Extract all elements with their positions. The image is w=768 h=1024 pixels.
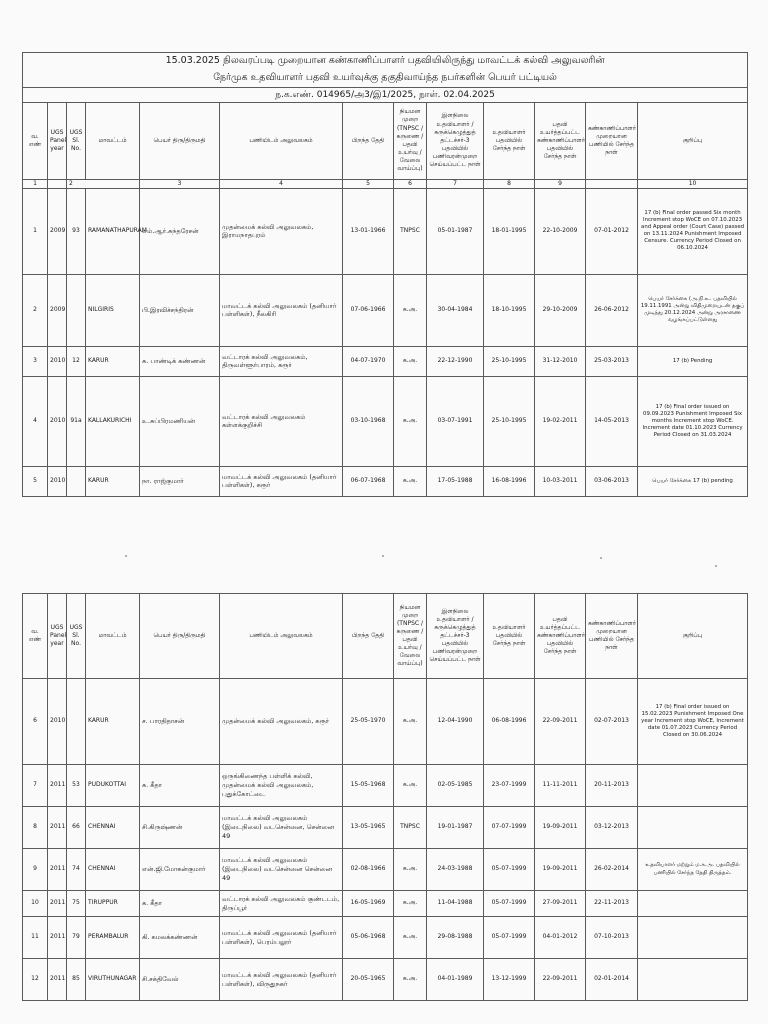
column-number: 8 [484, 179, 535, 188]
cell-recruitment-mode: க.அ. [394, 891, 427, 917]
cell-superintendent-date: 11-11-2011 [535, 765, 586, 807]
cell-district: CHENNAI [86, 849, 140, 891]
cell-regular-superintendent: 03-06-2013 [586, 466, 638, 496]
column-number: 1 [23, 179, 48, 188]
cell-assistant-date: 18-01-1995 [484, 188, 535, 274]
column-number: 4 [220, 179, 343, 188]
cell-name: க. கீதா [140, 891, 220, 917]
table-row [23, 891, 748, 917]
cell-name: சி.கிருஷ்ணன் [140, 807, 220, 849]
cell-sno: 10 [23, 891, 48, 917]
header-regular-superintendent: கண்காணிப்பாளர் முறையான பணியில் சேர்ந்த நாள் [586, 102, 638, 179]
cell-first-appointment: 02-05-1985 [427, 765, 484, 807]
header-superintendent-date: பதவி உயர்த்தப்பட்ட கண்காணிப்பாளர் பதவியில் சேர்ந்த நாள் [535, 102, 586, 179]
cell-sno: 9 [23, 849, 48, 891]
cell-assistant-date: 13-12-1999 [484, 959, 535, 1001]
cell-recruitment-mode: TNPSC [394, 188, 427, 274]
cell-recruitment-mode: க.அ. [394, 849, 427, 891]
cell-regular-superintendent: 26-02-2014 [586, 849, 638, 891]
cell-sno: 5 [23, 466, 48, 496]
table-row [23, 274, 748, 346]
table-header-row [23, 102, 748, 179]
cell-regular-superintendent: 07-10-2013 [586, 917, 638, 959]
cell-remarks: 17 (b) Final order issued on 09.09.2023 Punishment Imposed Six months Increment stop WoCE. Increment date 01.10.2023 Currency Period Closed on 31.03.2024 [638, 376, 748, 466]
cell-dob: 03-10-1968 [343, 376, 394, 466]
cell-remarks: உதவியாளர் மற்றும் ம.க.அ. பதவியில் பணியில் சேர்ந்த தேதி திருத்தம். [638, 849, 748, 891]
cell-dob: 07-06-1966 [343, 274, 394, 346]
table-row [23, 959, 748, 1001]
header-superintendent-date: பதவி உயர்த்தப்பட்ட கண்காணிப்பாளர் பதவியில் சேர்ந்த நாள் [535, 594, 586, 679]
cell-sno: 4 [23, 376, 48, 466]
cell-ugs-sno: 74 [67, 849, 86, 891]
cell-sno: 6 [23, 679, 48, 765]
cell-dob: 13-01-1966 [343, 188, 394, 274]
cell-district: KARUR [86, 346, 140, 376]
cell-regular-superintendent: 26-06-2012 [586, 274, 638, 346]
cell-district: CHENNAI [86, 807, 140, 849]
column-number: 6 [394, 179, 427, 188]
cell-superintendent-date: 19-09-2011 [535, 807, 586, 849]
cell-panel-year: 2011 [48, 959, 67, 1001]
cell-panel-year: 2009 [48, 274, 67, 346]
column-number: 3 [140, 179, 220, 188]
cell-remarks: 17 (b) Final order passed Six month Increment stop WoCE on 07.10.2023 and Appeal order (Court Case) passed on 13.11.2024 Punishment Imposed Censure. Currency Period Closed on 06.10.2024 [638, 188, 748, 274]
header-dob: பிறந்த தேதி [343, 594, 394, 679]
cell-first-appointment: 05-01-1987 [427, 188, 484, 274]
cell-sno: 8 [23, 807, 48, 849]
cell-name: க. கீதா [140, 765, 220, 807]
table-row [23, 917, 748, 959]
cell-ugs-sno: 53 [67, 765, 86, 807]
cell-recruitment-mode: க.அ. [394, 917, 427, 959]
cell-panel-year: 2010 [48, 376, 67, 466]
header-name: பெயர் திரு/திருமதி [140, 594, 220, 679]
table-row [23, 466, 748, 496]
cell-office: மாவட்டக் கல்வி அலுவலகம் (தனியார் பள்ளிகள்), விருதுநகர் [220, 959, 343, 1001]
cell-recruitment-mode: க.அ. [394, 346, 427, 376]
header-ugs-sno: UGS Sl. No. [67, 102, 86, 179]
cell-assistant-date: 07-07-1999 [484, 807, 535, 849]
header-name: பெயர் திரு/திருமதி [140, 102, 220, 179]
cell-recruitment-mode: க.அ. [394, 765, 427, 807]
header-ugs-sno: UGS Sl. No. [67, 594, 86, 679]
cell-dob: 15-05-1968 [343, 765, 394, 807]
cell-remarks: பெயர் சேர்க்கை 17 (b) pending [638, 466, 748, 496]
cell-superintendent-date: 04-01-2012 [535, 917, 586, 959]
cell-panel-year: 2010 [48, 466, 67, 496]
cell-sno: 1 [23, 188, 48, 274]
cell-remarks [638, 917, 748, 959]
cell-ugs-sno [67, 679, 86, 765]
cell-assistant-date: 18-10-1995 [484, 274, 535, 346]
cell-ugs-sno [67, 466, 86, 496]
header-first-appointment: இளநிலை உதவியாளர் / சுருக்கெழுத்துத் தட்டச்சர்-3 பதவியில் பணிவரன்முறை செய்யப்பட்ட நாள் [427, 594, 484, 679]
column-number [48, 179, 67, 188]
table-row [23, 849, 748, 891]
cell-assistant-date: 05-07-1999 [484, 849, 535, 891]
cell-district: RAMANATHAPURAM [86, 188, 140, 274]
header-panel-year: UGS Panel year [48, 102, 67, 179]
cell-first-appointment: 22-12-1990 [427, 346, 484, 376]
column-number: 5 [343, 179, 394, 188]
doc-title-line2: நேர்முக உதவியாளர் பதவி உயர்வுக்கு தகுதிவாய்ந்த நபர்களின் பெயர் பட்டியல் [23, 70, 748, 87]
cell-name: சி.சக்திவேல் [140, 959, 220, 1001]
cell-panel-year: 2010 [48, 679, 67, 765]
cell-panel-year: 2011 [48, 807, 67, 849]
cell-superintendent-date: 19-09-2011 [535, 849, 586, 891]
cell-remarks: 17 (b) Final order issued on 15.02.2023 Punishment Imposed One year Increment stop WoCE, Increment date 01.07.2023 Currency Period Closed on 30.06.2024 [638, 679, 748, 765]
cell-recruitment-mode: க.அ. [394, 959, 427, 1001]
cell-regular-superintendent: 20-11-2013 [586, 765, 638, 807]
cell-panel-year: 2011 [48, 765, 67, 807]
cell-assistant-date: 25-10-1995 [484, 376, 535, 466]
cell-district: PERAMBALUR [86, 917, 140, 959]
table-row [23, 679, 748, 765]
cell-office: மாவட்டக் கல்வி அலுவலகம் (தனியார் பள்ளிகள்), கரூர் [220, 466, 343, 496]
cell-ugs-sno: 75 [67, 891, 86, 917]
cell-district: KARUR [86, 679, 140, 765]
cell-ugs-sno [67, 274, 86, 346]
cell-office: வட்டாரக் கல்வி அலுவலகம், திருவள்ளூர்பாரம், கரூர் [220, 346, 343, 376]
cell-panel-year: 2010 [48, 346, 67, 376]
cell-assistant-date: 25-10-1995 [484, 346, 535, 376]
cell-assistant-date: 23-07-1999 [484, 765, 535, 807]
cell-dob: 13-05-1965 [343, 807, 394, 849]
cell-office: முதன்மைக் கல்வி அலுவலகம், கரூர் [220, 679, 343, 765]
header-sno: வ. எண் [23, 102, 48, 179]
cell-recruitment-mode: க.அ. [394, 376, 427, 466]
cell-superintendent-date: 22-09-2011 [535, 679, 586, 765]
cell-first-appointment: 29-08-1988 [427, 917, 484, 959]
cell-office: வட்டாரக் கல்வி அலுவலகம் குண்டடம், திருப்பூர் [220, 891, 343, 917]
cell-ugs-sno: 79 [67, 917, 86, 959]
header-regular-superintendent: கண்காணிப்பாளர் முறையான பணியில் சேர்ந்த நாள் [586, 594, 638, 679]
cell-district: KARUR [86, 466, 140, 496]
cell-remarks [638, 807, 748, 849]
cell-superintendent-date: 10-03-2011 [535, 466, 586, 496]
column-number [586, 179, 638, 188]
cell-ugs-sno: 12 [67, 346, 86, 376]
table-row [23, 188, 748, 274]
header-assistant-date: உதவியாளர் பதவியில் சேர்ந்த நாள் [484, 102, 535, 179]
cell-first-appointment: 12-04-1990 [427, 679, 484, 765]
cell-sno: 11 [23, 917, 48, 959]
header-district: மாவட்டம் [86, 102, 140, 179]
cell-name: உ.சுப்பிரமணியன் [140, 376, 220, 466]
cell-first-appointment: 03-07-1991 [427, 376, 484, 466]
cell-regular-superintendent: 07-01-2012 [586, 188, 638, 274]
cell-dob: 04-07-1970 [343, 346, 394, 376]
cell-superintendent-date: 29-10-2009 [535, 274, 586, 346]
header-district: மாவட்டம் [86, 594, 140, 679]
cell-remarks [638, 959, 748, 1001]
header-panel-year: UGS Panel year [48, 594, 67, 679]
table-row [23, 346, 748, 376]
column-number-row [23, 179, 748, 188]
doc-title-line1: 15.03.2025 நிலவரப்படி முறையான கண்காணிப்பாளர் பதவியிலிருந்து மாவட்டக் கல்வி அலுவலரின் [23, 53, 748, 70]
table1-body [23, 188, 748, 496]
cell-remarks: 17 (b) Pending [638, 346, 748, 376]
header-recruitment: நியமன முறை (TNPSC / கருணை / பதவி உயர்வு / வேலை வாய்ப்பு) [394, 594, 427, 679]
cell-superintendent-date: 27-09-2011 [535, 891, 586, 917]
cell-ugs-sno: 91a [67, 376, 86, 466]
cell-name: ச. பாரதிதாசன் [140, 679, 220, 765]
cell-name: நா. ராஜ்குமார் [140, 466, 220, 496]
cell-ugs-sno: 85 [67, 959, 86, 1001]
eligibility-table-page1 [22, 52, 748, 497]
cell-office: மாவட்டக் கல்வி அலுவலகம் (இடைநிலை) வடசென்னை சென்னை 49 [220, 849, 343, 891]
cell-dob: 06-07-1968 [343, 466, 394, 496]
cell-recruitment-mode: க.அ. [394, 274, 427, 346]
cell-name: என்.ஜி.மோகன்குமார் [140, 849, 220, 891]
cell-regular-superintendent: 14-05-2013 [586, 376, 638, 466]
cell-panel-year: 2011 [48, 849, 67, 891]
cell-name: சு. பாண்டிக் கண்ணன் [140, 346, 220, 376]
header-remarks: குறிப்பு [638, 594, 748, 679]
cell-superintendent-date: 31-12-2010 [535, 346, 586, 376]
column-number: 9 [535, 179, 586, 188]
cell-recruitment-mode: TNPSC [394, 807, 427, 849]
cell-assistant-date: 05-07-1999 [484, 917, 535, 959]
header-office: பணியிடம் அலுவலகம் [220, 594, 343, 679]
cell-remarks [638, 765, 748, 807]
cell-regular-superintendent: 02-07-2013 [586, 679, 638, 765]
header-remarks: குறிப்பு [638, 102, 748, 179]
cell-district: PUDUKOTTAI [86, 765, 140, 807]
cell-office: மாவட்டக் கல்வி அலுவலகம் (தனியார் பள்ளிகள்), பெரம்பலூர் [220, 917, 343, 959]
cell-regular-superintendent: 22-11-2013 [586, 891, 638, 917]
column-number: 2 [67, 179, 140, 188]
cell-dob: 16-05-1969 [343, 891, 394, 917]
cell-district: VIRUTHUNAGAR [86, 959, 140, 1001]
header-sno: வ. எண் [23, 594, 48, 679]
column-number: 10 [638, 179, 748, 188]
header-office: பணியிடம் அலுவலகம் [220, 102, 343, 179]
header-recruitment: நியமன முறை (TNPSC / கருணை / பதவி உயர்வு / வேலை வாய்ப்பு) [394, 102, 427, 179]
cell-panel-year: 2011 [48, 917, 67, 959]
header-first-appointment: இளநிலை உதவியாளர் / சுருக்கெழுத்துத் தட்டச்சர்-3 பதவியில் பணிவரன்முறை செய்யப்பட்ட நாள் [427, 102, 484, 179]
cell-office: முதன்மைக் கல்வி அலுவலகம், இராமநாதபுரம் [220, 188, 343, 274]
cell-panel-year: 2011 [48, 891, 67, 917]
cell-recruitment-mode: க.அ. [394, 466, 427, 496]
cell-first-appointment: 04-01-1989 [427, 959, 484, 1001]
cell-sno: 12 [23, 959, 48, 1001]
cell-district: KALLAKURICHI [86, 376, 140, 466]
cell-ugs-sno: 66 [67, 807, 86, 849]
cell-sno: 2 [23, 274, 48, 346]
cell-panel-year: 2009 [48, 188, 67, 274]
cell-district: NILGIRIS [86, 274, 140, 346]
cell-district: TIRUPPUR [86, 891, 140, 917]
column-number: 7 [427, 179, 484, 188]
cell-recruitment-mode: க.அ. [394, 679, 427, 765]
cell-name: பி.இரவிச்சந்திரன் [140, 274, 220, 346]
cell-superintendent-date: 22-10-2009 [535, 188, 586, 274]
table2-body [23, 679, 748, 1001]
cell-office: மாவட்டக் கல்வி அலுவலகம் (இடைநிலை) வடசென்னை, சென்னை 49 [220, 807, 343, 849]
cell-ugs-sno: 93 [67, 188, 86, 274]
cell-dob: 05-06-1968 [343, 917, 394, 959]
header-assistant-date: உதவியாளர் பதவியில் சேர்ந்த நாள் [484, 594, 535, 679]
cell-superintendent-date: 22-09-2011 [535, 959, 586, 1001]
table-row [23, 765, 748, 807]
table-header-row [23, 594, 748, 679]
cell-dob: 25-05-1970 [343, 679, 394, 765]
cell-assistant-date: 06-08-1996 [484, 679, 535, 765]
cell-remarks: பெயர் சேர்க்கை (அ.நி.உ. பதவியில் 19.11.1991 அன்று விதிமுறையுடன் தகுப் முடிந்து 20.12.2024 அன்று அரசாணை வழங்கப்பட்டுள்ளது [638, 274, 748, 346]
doc-reference: ந.க.எண். 014965/அ3/இ1/2025, நாள். 02.04.2025 [23, 87, 748, 102]
cell-sno: 7 [23, 765, 48, 807]
cell-assistant-date: 16-08-1996 [484, 466, 535, 496]
cell-office: மாவட்டக் கல்வி அலுவலகம் (தனியார் பள்ளிகள்), நீலகிரி [220, 274, 343, 346]
cell-first-appointment: 24-03-1988 [427, 849, 484, 891]
cell-first-appointment: 17-05-1988 [427, 466, 484, 496]
cell-first-appointment: 30-04-1984 [427, 274, 484, 346]
header-dob: பிறந்த தேதி [343, 102, 394, 179]
cell-office: ஒருங்கிணைந்த பள்ளிக் கல்வி, முதன்மைக் கல்வி அலுவலகம், புதுக்கோட்டை [220, 765, 343, 807]
cell-regular-superintendent: 03-12-2013 [586, 807, 638, 849]
table-row [23, 807, 748, 849]
cell-superintendent-date: 19-02-2011 [535, 376, 586, 466]
cell-dob: 02-08-1966 [343, 849, 394, 891]
cell-first-appointment: 19-01-1987 [427, 807, 484, 849]
cell-dob: 20-05-1965 [343, 959, 394, 1001]
cell-name: கி. கமலக்கண்ணன் [140, 917, 220, 959]
cell-regular-superintendent: 02-01-2014 [586, 959, 638, 1001]
cell-first-appointment: 11-04-1988 [427, 891, 484, 917]
eligibility-table-page2 [22, 593, 748, 1001]
cell-assistant-date: 05-07-1999 [484, 891, 535, 917]
cell-regular-superintendent: 25-03-2013 [586, 346, 638, 376]
cell-sno: 3 [23, 346, 48, 376]
cell-name: எம்.ஆர்.சுந்தரேசன் [140, 188, 220, 274]
table-row [23, 376, 748, 466]
cell-office: வட்டாரக் கல்வி அலுவலகம் கள்ளக்குறிச்சி [220, 376, 343, 466]
cell-remarks [638, 891, 748, 917]
